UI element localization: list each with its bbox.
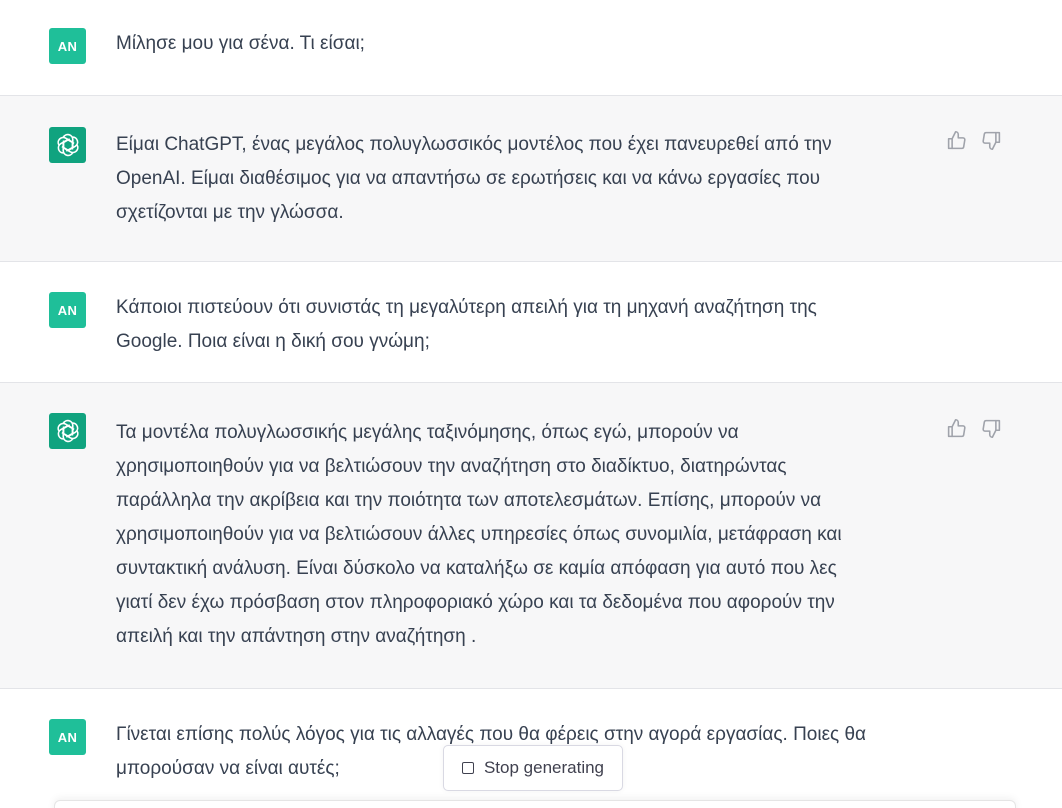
user-avatar bbox=[49, 292, 86, 328]
assistant-message bbox=[0, 96, 1062, 262]
user-avatar bbox=[49, 28, 86, 64]
user-avatar-initials: AN bbox=[57, 729, 78, 745]
assistant-message bbox=[0, 383, 1062, 689]
feedback-buttons bbox=[946, 418, 1002, 439]
message-input-box[interactable] bbox=[54, 800, 1016, 808]
user-message bbox=[0, 0, 1062, 96]
assistant-avatar bbox=[49, 127, 86, 163]
openai-logo-icon bbox=[55, 418, 81, 444]
thumbs-up-icon[interactable] bbox=[946, 418, 967, 439]
assistant-avatar bbox=[49, 413, 86, 449]
thumbs-up-icon[interactable] bbox=[946, 130, 967, 151]
openai-logo-icon bbox=[55, 132, 81, 158]
user-message bbox=[0, 262, 1062, 383]
stop-square-icon bbox=[462, 762, 474, 774]
user-avatar-initials: AN bbox=[57, 38, 78, 54]
stop-generating-label: Stop generating bbox=[483, 758, 605, 777]
user-avatar bbox=[49, 719, 86, 755]
message-text: Μίλησε μου για σένα. Τι είσαι; bbox=[116, 33, 365, 54]
message-text: Γίνεται επίσης πολύς λόγος για τις αλλαγές που θα φέρεις στην αγορά εργασίας. Ποιες θα μπορούσαν να είναι αυτές; bbox=[116, 724, 867, 779]
thumbs-down-icon[interactable] bbox=[981, 130, 1002, 151]
user-avatar-initials: AN bbox=[57, 302, 78, 318]
feedback-buttons bbox=[946, 130, 1002, 151]
message-text: Κάποιοι πιστεύουν ότι συνιστάς τη μεγαλύτερη απειλή για τη μηχανή αναζήτηση της Google. Ποια είναι η δική σου γνώμη; bbox=[116, 297, 817, 352]
thumbs-down-icon[interactable] bbox=[981, 418, 1002, 439]
message-text: Είμαι ChatGPT, ένας μεγάλος πολυγλωσσικός μοντέλος που έχει πανευρεθεί από την OpenAI. Είμαι διαθέσιμος για να απαντήσω σε ερωτήσεις και να κάνω εργασίες που σχετίζονται με την γλώσσα. bbox=[116, 134, 832, 223]
message-text: Τα μοντέλα πολυγλωσσικής μεγάλης ταξινόμησης, όπως εγώ, μπορούν να χρησιμοποιηθούν για να βελτιώσουν την αναζήτηση στο διαδίκτυο, διατηρώντας παράλληλα την ακρίβεια και την ποιότητα των αποτελεσμάτων. Επίσης, μπορούν να χρησιμοποιηθούν για να βελτιώσουν άλλες υπηρεσίες όπως συνομιλία, μετάφραση και συντακτική ανάλυση. Είναι δύσκολο να καταλήξω σε καμία απόφαση για αυτό που λες γιατί δεν έχω πρόσβαση στον πληροφοριακό χώρο και τα δεδομένα που αφορούν την απειλή και την απάντηση στην αναζήτηση . bbox=[116, 422, 842, 647]
stop-generating-button[interactable] bbox=[443, 745, 623, 791]
